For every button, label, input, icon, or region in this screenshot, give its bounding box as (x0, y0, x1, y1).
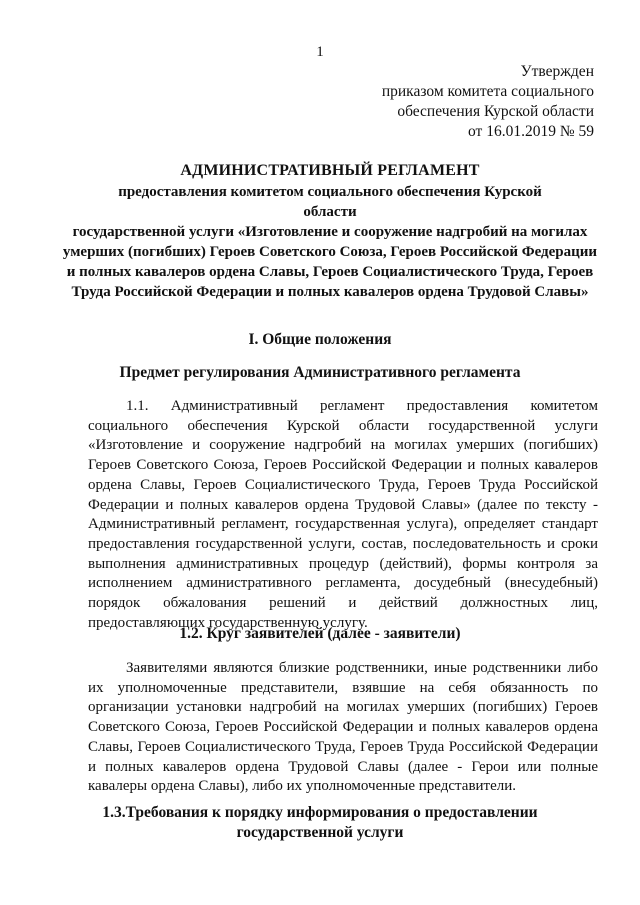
section-heading-informing-line1: 1.3.Требования к порядку информирования о предоставлении (102, 804, 538, 821)
approval-line-approved: Утвержден (520, 63, 594, 80)
section-heading-general: I. Общие положения (248, 331, 392, 348)
service-name: государственной услуги «Изготовление и сооружение надгробий на могилах умерших (погибших) Героев Советского Союза, Героев Российской Федерации и полных кавалеров ордена Славы, Героев Социалистического Труда, Героев Труда Российской Федерации и полных кавалеров ордена Трудовой Славы» (62, 224, 598, 300)
paragraph-1-2: Заявителями являются близкие родственники, иные родственники либо их уполномоченные представители, взявшие на себя обязанность по организации установки надгробий на могилах умерших (погибших) Героев Советского Союза, Героев Российской Федерации и полных кавалеров ордена Славы, Героев Социалистического Труда, Героев Труда Российской Федерации и полных кавалеров ордена Трудовой Славы (далее - Герои или полные кавалеры ордена Славы), либо их уполномоченные представители. (88, 660, 598, 795)
approval-line-date-number: от 16.01.2019 № 59 (468, 123, 594, 140)
page-number: 1 (316, 44, 324, 60)
approval-line-order: приказом комитета социального (381, 83, 594, 100)
document-title-block (60, 160, 600, 302)
section-heading-informing-line2: государственной услуги (236, 824, 404, 841)
approval-stamp-block (382, 62, 594, 142)
document-title: АДМИНИСТРАТИВНЫЙ РЕГЛАМЕНТ (180, 162, 480, 179)
approval-line-committee: обеспечения Курской области (397, 103, 594, 120)
paragraph-1-1: 1.1. Административный регламент предоставления комитетом социального обеспечения Курской области государственной услуги «Изготовление и сооружение надгробий на могилах умерших (погибших) Героев Советского Союза, Героев Российской Федерации и полных кавалеров ордена Славы, Героев Социалистического Труда, Героев Труда Российской Федерации и полных кавалеров ордена Трудовой Славы» (далее по тексту - Административный регламент, государственная услуга), определяет стандарт предоставления государственной услуги, состав, последовательность и сроки выполнения административных процедур (действий), формы контроля за исполнением административного регламента, досудебный (внесудебный) порядок обжалования решений и действий должностных лиц, предоставляющих государственную услугу. (88, 398, 598, 631)
document-subtitle: предоставления комитетом социального обеспечения Курской области (118, 184, 542, 220)
section-heading-informing (40, 803, 600, 843)
section-heading-subject: Предмет регулирования Административного регламента (119, 364, 521, 381)
section-heading-applicants: 1.2. Круг заявителей (далее - заявители) (179, 625, 461, 642)
